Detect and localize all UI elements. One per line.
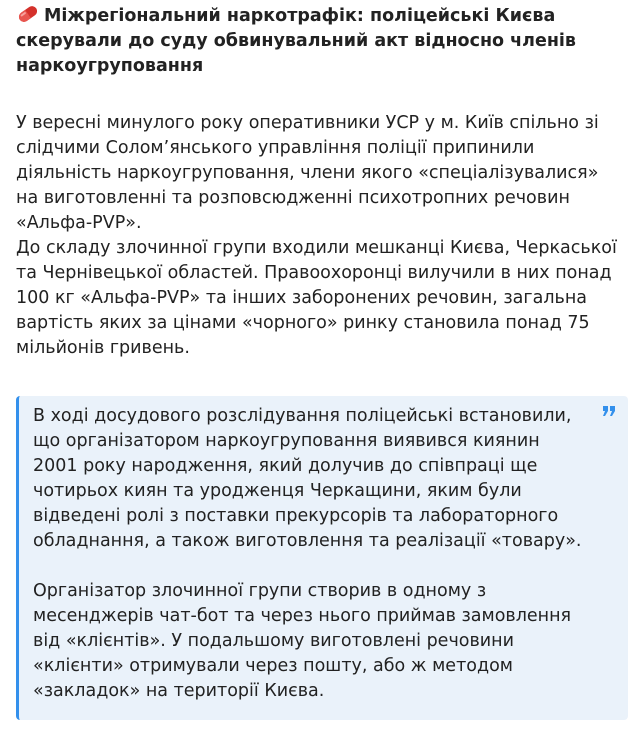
quote-paragraph: В ході досудового розслідування поліцейські встановили, що організатором наркоугруповання виявився киянин 2001 року народження, який долучив до співпраці ще чотирьох киян та уродженця Черкащини, яким були відведені ролі з поставки прекурсорів та лабораторного обладнання, а також виготовлення та реалізації «товару». [33, 406, 582, 551]
quote-paragraph: Організатор злочинної групи створив в одному з месенджерів чат-бот та через нього приймав замовлення від «клієнтів». У подальшому виготовлені речовини «клієнти» отримували через пошту, або ж методом «закладок» на території Києва. [33, 581, 572, 701]
post-paragraph: У вересні минулого року оперативники УСР у м. Київ спільно зі слідчими Солом’янського управління поліції припинили діяльність наркоугруповання, члени якого «спеціалізувалися» на виготовленні та розповсюдженні психотропних речовин «Альфа-PVP». [16, 113, 599, 233]
pill-icon [16, 4, 40, 24]
blockquote [16, 396, 628, 720]
message-post [16, 4, 624, 361]
post-title [16, 4, 624, 79]
post-title-text: Міжрегіональний наркотрафік: поліцейські Києва скерували до суду обвинувальний акт відносно членів наркоугруповання [16, 6, 577, 76]
quote-icon [602, 404, 616, 418]
post-paragraph: До складу злочинної групи входили мешканці Києва, Черкаської та Чернівецької областей. Правоохоронці вилучили в них понад 100 кг «Альфа-PVP» та інших заборонених речовин, загальна вартість яких за цінами «чорного» ринку становила понад 75 мільйонів гривень. [16, 238, 617, 358]
post-body [16, 111, 624, 361]
